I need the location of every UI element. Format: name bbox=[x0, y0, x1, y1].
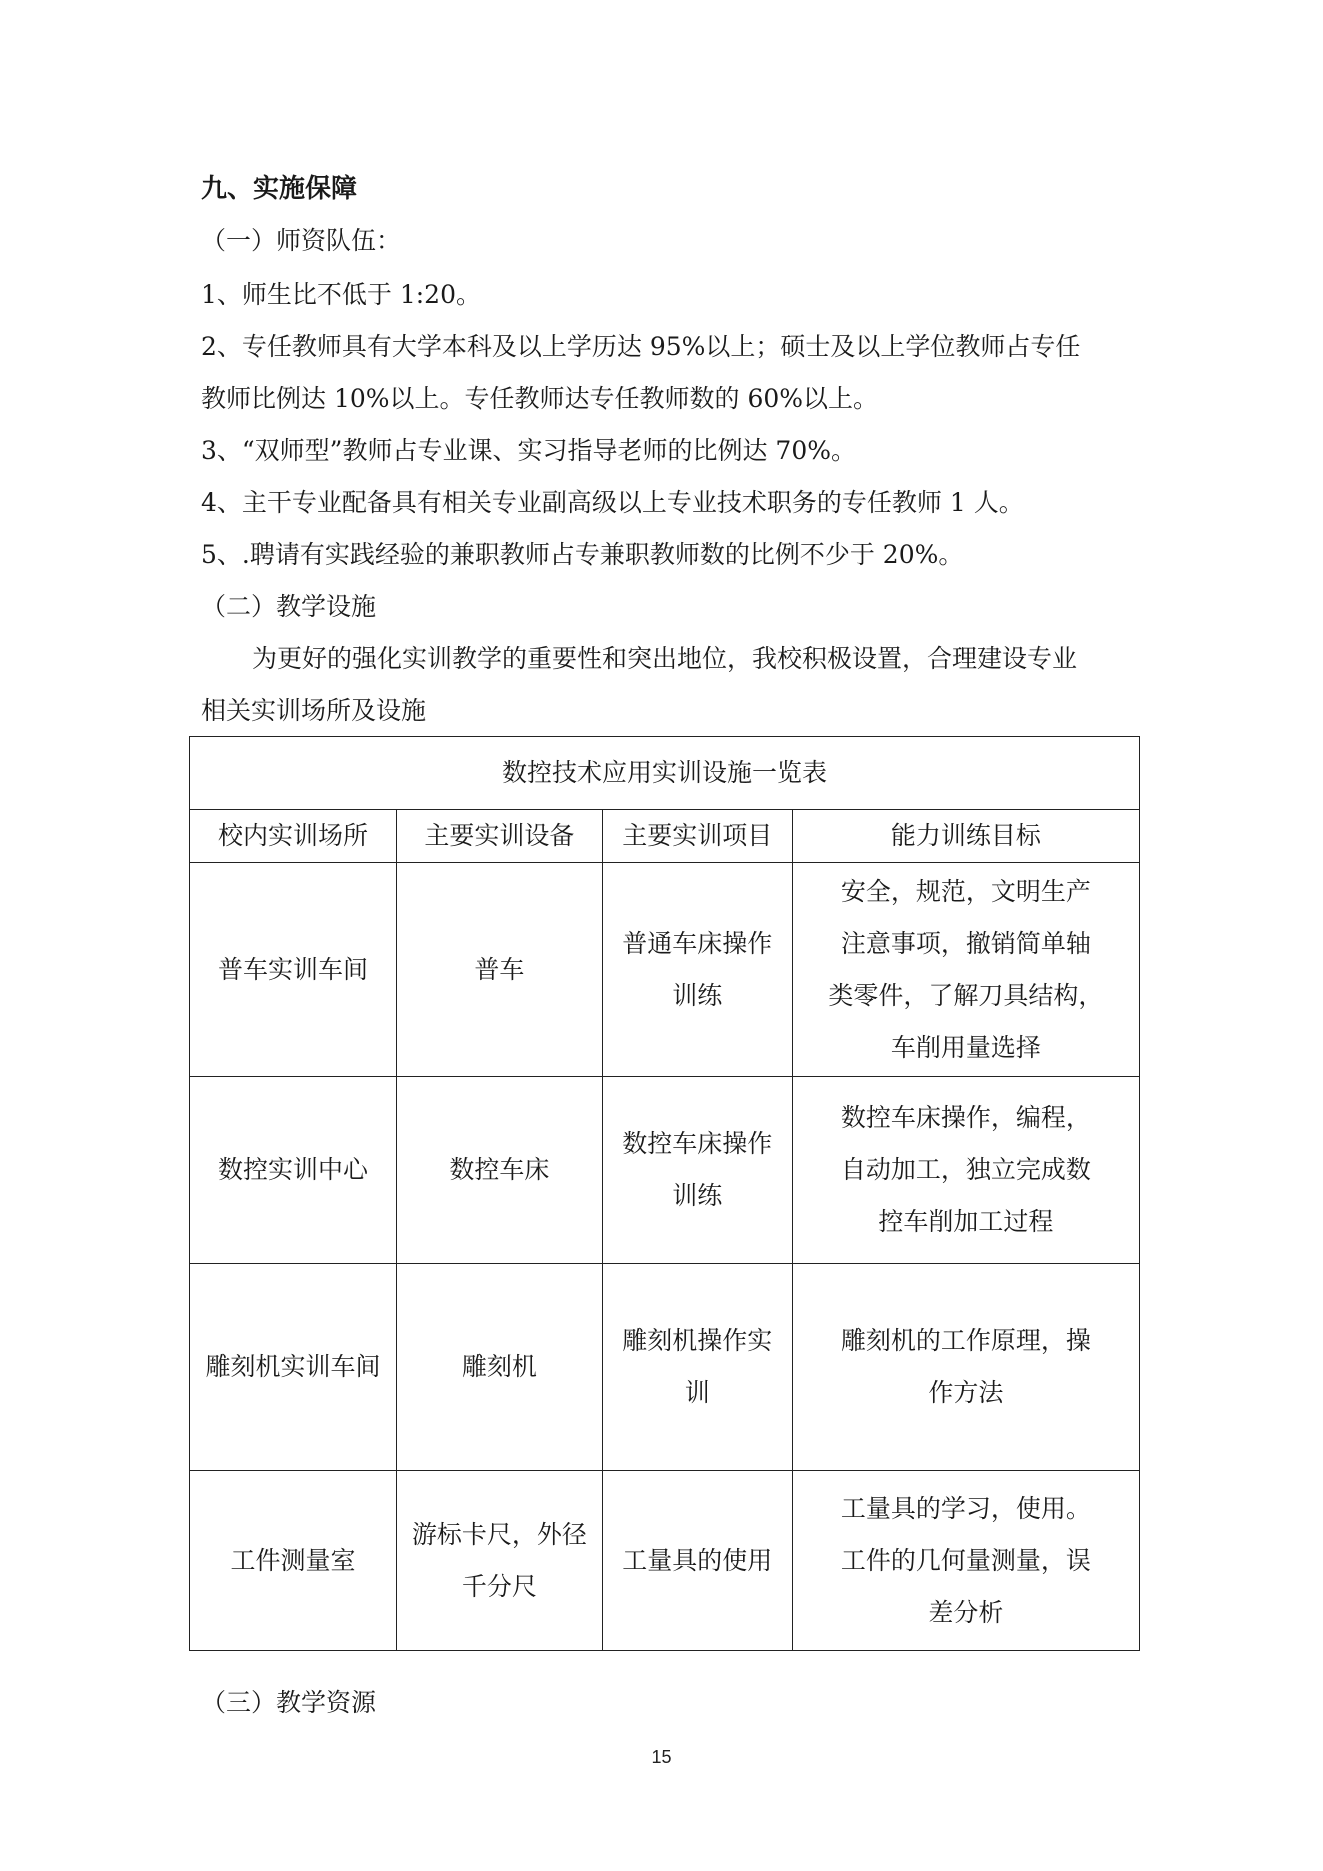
subsection-facilities: （二）教学设施 bbox=[201, 592, 377, 621]
cell-equipment bbox=[396, 1264, 602, 1471]
cell-text: 数控实训中心 bbox=[217, 1155, 368, 1184]
subsection-resources: （三）教学资源 bbox=[201, 1688, 377, 1717]
table-row bbox=[190, 1471, 1140, 1651]
cell-text: 雕刻机的工作原理，操 作方法 bbox=[840, 1326, 1091, 1407]
paragraph-line: 相关实训场所及设施 bbox=[201, 696, 427, 725]
table-caption: 数控技术应用实训设施一览表 bbox=[190, 737, 1140, 810]
cell-text: 工量具的使用 bbox=[622, 1545, 773, 1575]
table-row bbox=[190, 1077, 1140, 1264]
cell-text: 数控车床操作 训练 bbox=[622, 1129, 773, 1210]
cell-equipment bbox=[396, 863, 602, 1077]
list-item-continuation: 教师比例达 10%以上。专任教师达专任教师数的 60%以上。 bbox=[201, 384, 879, 413]
cell-project bbox=[602, 863, 792, 1077]
list-item: 1、师生比不低于 1:20。 bbox=[201, 280, 481, 309]
cell-place bbox=[190, 1471, 397, 1651]
cell-text: 雕刻机 bbox=[461, 1352, 537, 1381]
cell-project bbox=[602, 1471, 792, 1651]
column-header: 主要实训项目 bbox=[602, 810, 792, 863]
cell-goal bbox=[792, 863, 1139, 1077]
cell-project bbox=[602, 1264, 792, 1471]
cell-text: 雕刻机操作实 训 bbox=[622, 1326, 773, 1407]
list-item: 3、“双师型”教师占专业课、实习指导老师的比例达 70%。 bbox=[201, 436, 856, 465]
cell-text: 工量具的学习，使用。 工件的几何量测量，误 差分析 bbox=[840, 1493, 1091, 1627]
cell-text: 数控车床操作，编程， 自动加工，独立完成数 控车削加工过程 bbox=[840, 1103, 1091, 1236]
cell-place bbox=[190, 1264, 397, 1471]
cell-goal bbox=[792, 1471, 1139, 1651]
cell-text: 普通车床操作 训练 bbox=[622, 928, 773, 1010]
table-row bbox=[190, 1264, 1140, 1471]
cell-goal bbox=[792, 1077, 1139, 1264]
paragraph-line: 为更好的强化实训教学的重要性和突出地位，我校积极设置，合理建设专业 bbox=[252, 644, 1078, 673]
cell-text: 雕刻机实训车间 bbox=[205, 1352, 381, 1381]
facilities-table bbox=[189, 736, 1140, 1651]
cell-text: 普车实训车间 bbox=[217, 954, 368, 984]
list-item: 4、主干专业配备具有相关专业副高级以上专业技术职务的专任教师 1 人。 bbox=[201, 488, 1024, 517]
section-heading: 九、实施保障 bbox=[201, 174, 358, 204]
page-number: 15 bbox=[651, 1747, 672, 1767]
list-item: 5、.聘请有实践经验的兼职教师占专兼职教师数的比例不少于 20%。 bbox=[201, 540, 964, 569]
cell-text: 工件测量室 bbox=[230, 1545, 356, 1575]
subsection-faculty: （一）师资队伍： bbox=[201, 226, 402, 255]
table-row bbox=[190, 863, 1140, 1077]
cell-project bbox=[602, 1077, 792, 1264]
cell-text: 安全，规范，文明生产 注意事项，撤销简单轴 类零件，了解刀具结构， 车削用量选择 bbox=[828, 876, 1104, 1062]
cell-equipment bbox=[396, 1471, 602, 1651]
column-header: 能力训练目标 bbox=[792, 810, 1139, 863]
cell-text: 游标卡尺，外径 千分尺 bbox=[411, 1519, 587, 1601]
column-header: 主要实训设备 bbox=[396, 810, 602, 863]
list-item: 2、专任教师具有大学本科及以上学历达 95%以上；硕士及以上学位教师占专任 bbox=[201, 332, 1081, 361]
cell-text: 数控车床 bbox=[449, 1155, 550, 1184]
cell-text: 普车 bbox=[474, 954, 525, 984]
column-header: 校内实训场所 bbox=[190, 810, 397, 863]
cell-goal bbox=[792, 1264, 1139, 1471]
table-header-row bbox=[190, 810, 1140, 863]
cell-place bbox=[190, 863, 397, 1077]
cell-equipment bbox=[396, 1077, 602, 1264]
table-caption-row bbox=[190, 737, 1140, 810]
cell-place bbox=[190, 1077, 397, 1264]
